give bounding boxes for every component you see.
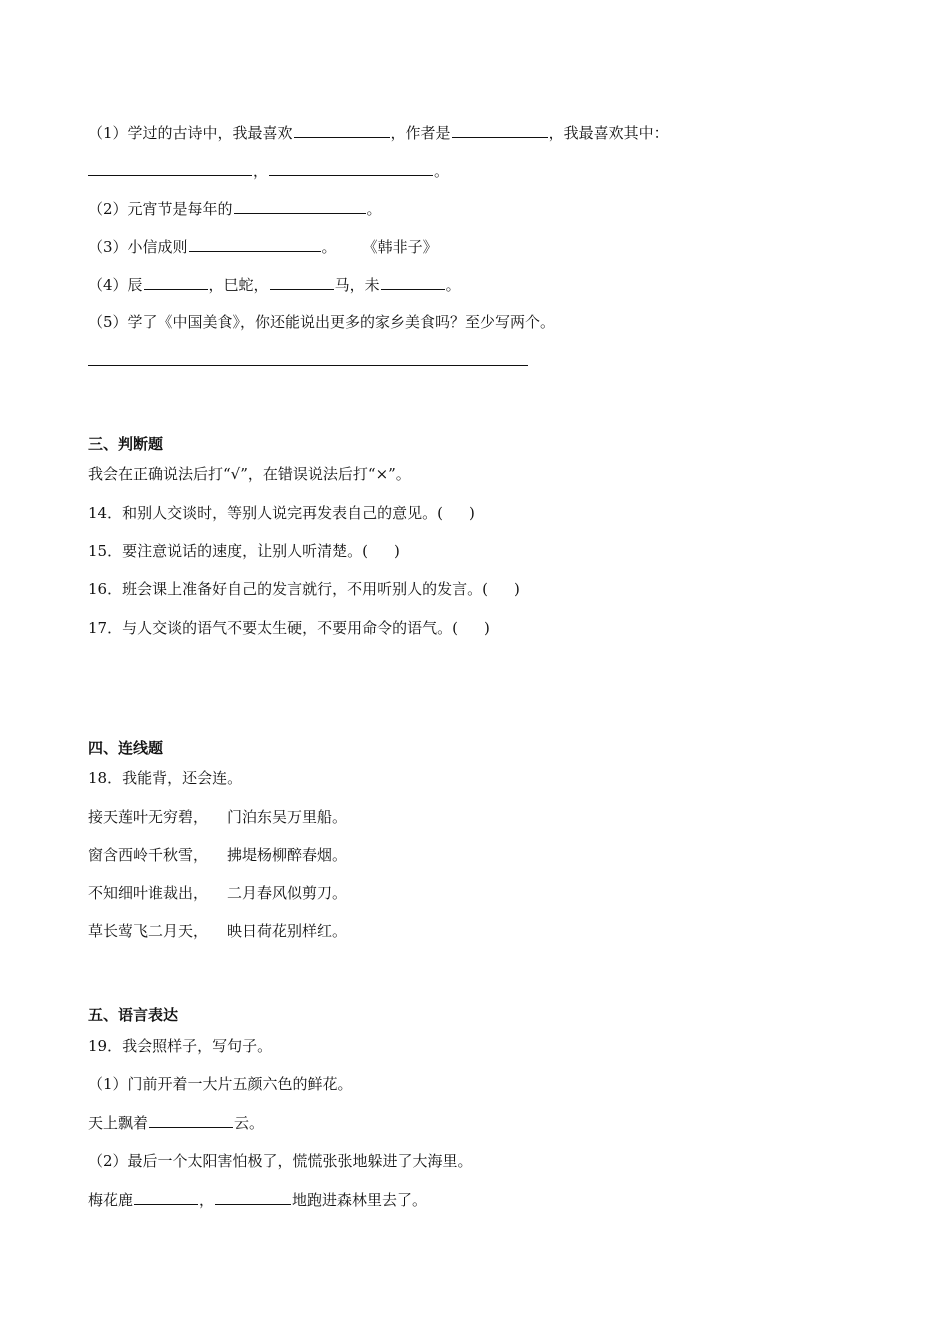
q1-line (88, 122, 669, 143)
match-row (88, 807, 347, 827)
q2-end: 。 (366, 200, 382, 218)
match-left[interactable]: 窗含西岭千秋雪， (88, 846, 209, 864)
judge-item-text: 17．与人交谈的语气不要太生硬，不要用命令的语气。( (88, 619, 458, 637)
example-2-answer (88, 1189, 427, 1210)
match-row (88, 921, 347, 941)
ex2-text-b: ， (199, 1191, 215, 1209)
q4-line (88, 274, 461, 295)
section3-heading: 三、判断题 (88, 435, 164, 453)
example-1-answer (88, 1112, 264, 1133)
q4-end: 。 (445, 276, 461, 294)
q1-text-b: ，作者是 (390, 124, 451, 142)
section4-question: 18．我能背，还会连。 (88, 769, 243, 787)
q1-blank-line1[interactable] (88, 160, 252, 176)
match-row (88, 883, 347, 903)
q1-text-a: （1）学过的古诗中，我最喜欢 (88, 124, 293, 142)
q5-line (88, 312, 555, 332)
ex2-blank-1[interactable] (134, 1189, 198, 1205)
section3-instruction: 我会在正确说法后打“√”，在错误说法后打“×”。 (88, 465, 411, 483)
match-right[interactable]: 拂堤杨柳醉春烟。 (227, 846, 348, 864)
q4-blank-3[interactable] (381, 274, 445, 290)
judge-item-17: 17．与人交谈的语气不要太生硬，不要用命令的语气。( ) (88, 619, 490, 637)
ex1-blank[interactable] (149, 1112, 233, 1128)
q3-source: 《韩非子》 (362, 238, 438, 256)
judge-item-text: 14．和别人交谈时，等别人说完再发表自己的意见。( (88, 504, 443, 522)
match-right[interactable]: 门泊东吴万里船。 (227, 808, 348, 826)
judge-item-15: 15．要注意说话的速度，让别人听清楚。( ) (88, 542, 400, 560)
q1-blank-author[interactable] (452, 122, 548, 138)
ex2-blank-2[interactable] (215, 1189, 291, 1205)
q3-end: 。 (321, 238, 337, 256)
ex2-text-c: 地跑进森林里去了。 (292, 1191, 428, 1209)
q3-blank[interactable] (189, 236, 321, 252)
judge-item-16: 16．班会课上准备好自己的发言就行，不用听别人的发言。( ) (88, 580, 520, 598)
judge-item-14: 14．和别人交谈时，等别人说完再发表自己的意见。( ) (88, 504, 475, 522)
match-left[interactable]: 接天莲叶无穷碧， (88, 808, 209, 826)
match-left[interactable]: 不知细叶谁裁出， (88, 884, 209, 902)
q4-text-a: （4）辰 (88, 276, 143, 294)
section5-question: 19．我会照样子，写句子。 (88, 1037, 273, 1055)
section4-heading: 四、连线题 (88, 739, 164, 757)
match-row (88, 845, 347, 865)
q2-blank[interactable] (234, 198, 366, 214)
match-left[interactable]: 草长莺飞二月天， (88, 922, 209, 940)
q2-line (88, 198, 382, 219)
q5-answer-line (88, 350, 529, 371)
q1-text-c: ，我最喜欢其中： (548, 124, 669, 142)
q3-text: （3）小信成则 (88, 238, 188, 256)
q5-text: （5）学了《中国美食》，你还能说出更多的家乡美食吗？至少写两个。 (88, 313, 556, 331)
ex2-text-a: 梅花鹿 (88, 1191, 134, 1209)
ex1-text-a: 天上飘着 (88, 1114, 149, 1132)
q1-answer-line (88, 160, 449, 181)
ex1-text-b: 云。 (234, 1114, 265, 1132)
match-right[interactable]: 二月春风似剪刀。 (227, 884, 348, 902)
q4-text-b: ，巳蛇， (208, 276, 269, 294)
section5-heading: 五、语言表达 (88, 1006, 179, 1024)
q1-blank-poem[interactable] (294, 122, 390, 138)
q4-blank-2[interactable] (270, 274, 334, 290)
example-1: （1）门前开着一大片五颜六色的鲜花。 (88, 1075, 353, 1093)
q3-line (88, 236, 438, 257)
q5-blank[interactable] (88, 350, 528, 366)
judge-item-text: 15．要注意说话的速度，让别人听清楚。( (88, 542, 368, 560)
q1-sep: ， (253, 162, 269, 180)
example-2: （2）最后一个太阳害怕极了，慌慌张张地躲进了大海里。 (88, 1152, 473, 1170)
q4-blank-1[interactable] (144, 274, 208, 290)
q1-end: 。 (434, 162, 450, 180)
match-right[interactable]: 映日荷花别样红。 (227, 922, 348, 940)
q2-text: （2）元宵节是每年的 (88, 200, 233, 218)
q4-text-c: 马，未 (334, 276, 380, 294)
judge-item-text: 16．班会课上准备好自己的发言就行，不用听别人的发言。( (88, 580, 488, 598)
q1-blank-line2[interactable] (269, 160, 433, 176)
